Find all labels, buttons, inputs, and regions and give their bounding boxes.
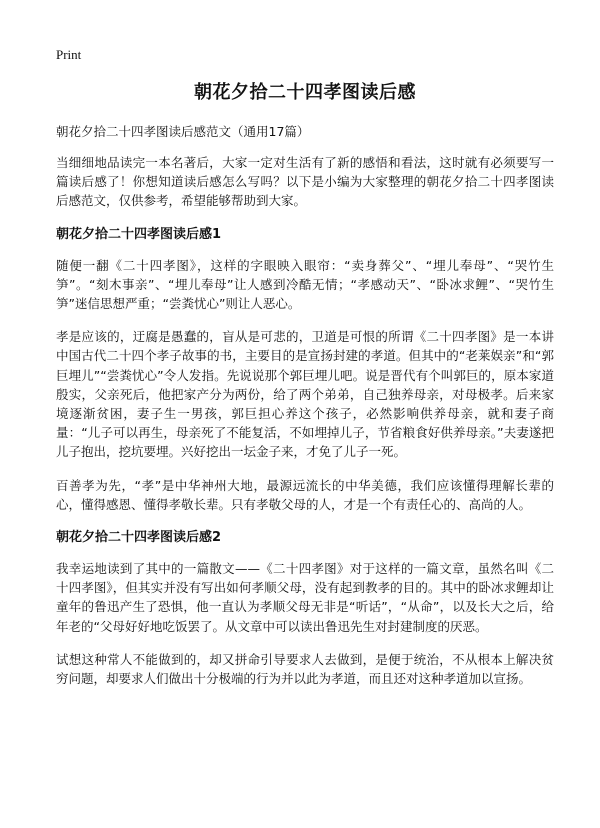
body-paragraph: 孝是应该的，迂腐是愚蠢的，盲从是可悲的，卫道是可恨的所谓《二十四孝图》是一本讲中国古代二十四个孝子故事的书，主要目的是宣扬封建的孝道。但其中的“老莱娱亲”和“郭巨埋儿”“尝粪忧心”令人发指。先说说那个郭巨埋儿吧。说是晋代有个叫郭巨的，原本家道殷实，父亲死后，他把家产分为两份，给了两个弟弟，自己独养母亲，对母极孝。后来家境逐渐贫困，妻子生一男孩，郭巨担心养这个孩子，必然影响供养母亲，就和妻子商量：“儿子可以再生，母亲死了不能复活，不如埋掉儿子，节省粮食好供养母亲。”夫妻遂把儿子抱出，挖坑要埋。兴好挖出一坛金子来，才免了儿子一死。: [56, 329, 554, 460]
section-heading: 朝花夕拾二十四孝图读后感1: [56, 226, 222, 242]
body-paragraph: 百善孝为先，“孝”是中华神州大地，最源远流长的中华美德，我们应该懂得理解长辈的心，懂得感恩、懂得孝敬长辈。只有孝敬父母的人，才是一个有责任心的、高尚的人。: [56, 477, 554, 512]
print-link[interactable]: Print: [56, 47, 82, 62]
document-subtitle: 朝花夕拾二十四孝图读后感范文（通用17篇）: [56, 124, 310, 139]
body-paragraph: 随便一翻《二十四孝图》，这样的字眼映入眼帘：“卖身葬父”、“埋儿奉母”、“哭竹生笋”。“刻木事亲”、“埋儿奉母”让人感到冷酷无情；“孝感动天”、“卧冰求鲤”、“哭竹生笋”迷信思想严重；“尝粪忧心”则让人恶心。: [56, 257, 554, 312]
intro-paragraph: 当细细地品读完一本名著后，大家一定对生活有了新的感悟和看法，这时就有必须要写一篇读后感了！你想知道读后感怎么写吗？以下是小编为大家整理的朝花夕拾二十四孝图读后感范文，仅供参考，希望能够帮助到大家。: [56, 155, 554, 209]
page-title: 朝花夕拾二十四孝图读后感: [194, 82, 416, 103]
section-2: [56, 528, 554, 688]
section-heading: 朝花夕拾二十四孝图读后感2: [56, 530, 222, 546]
body-paragraph: 试想这种常人不能做到的，却又拼命引导要求人去做到，是便于统治，不从根本上解决贫穷问题，却要求人们做出十分极端的行为并以此为孝道，而且还对这种孝道加以宣扬。: [56, 651, 554, 687]
body-paragraph: 我幸运地读到了其中的一篇散文——《二十四孝图》对于这样的一篇文章，虽然名叫《二十四孝图》，但其实并没有写出如何孝顺父母，没有起到教孝的目的。其中的卧冰求鲤却让童年的鲁迅产生了恐惧，他一直认为孝顺父母无非是“听话”，“从命”，以及长大之后，给年老的“父母好好地吃饭罢了。从文章中可以读出鲁迅先生对封建制度的厌恶。: [56, 561, 554, 634]
section-1: [56, 225, 554, 514]
